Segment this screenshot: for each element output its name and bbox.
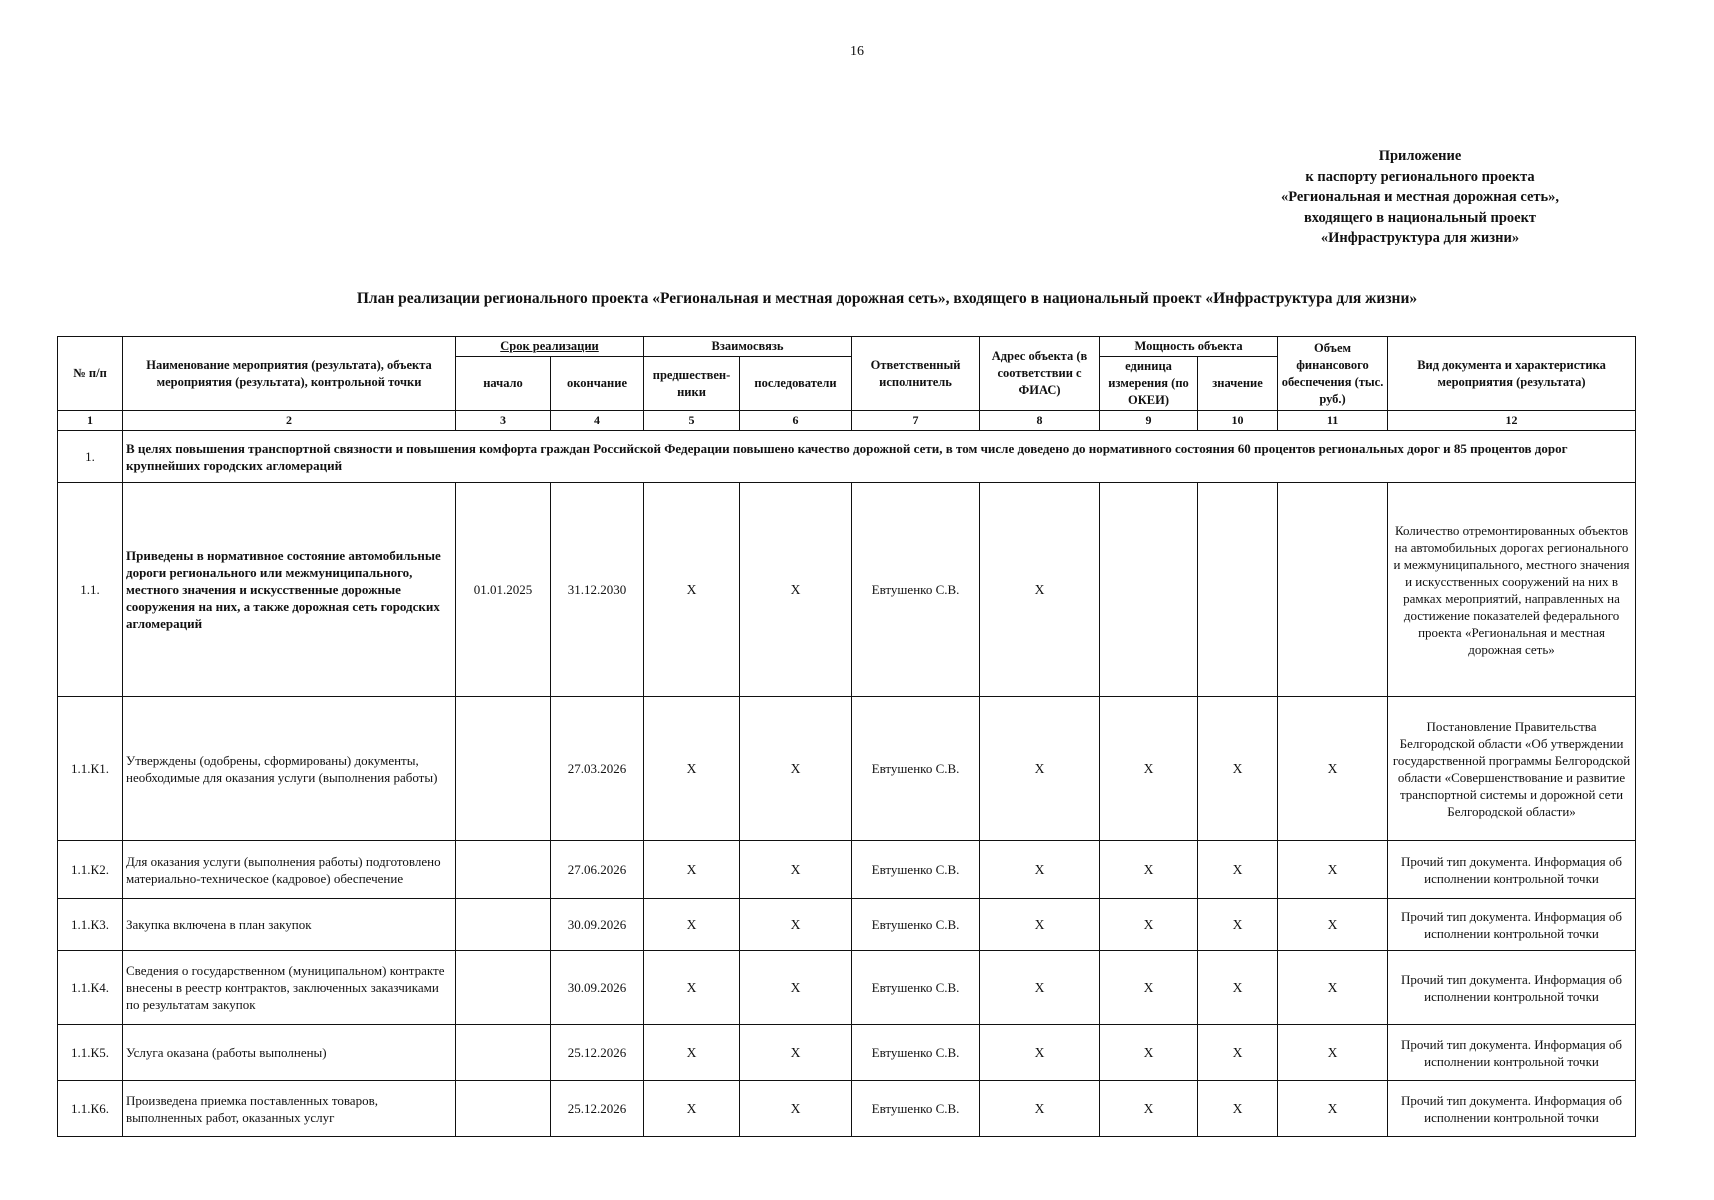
appendix-line: «Региональная и местная дорожная сеть», xyxy=(1280,189,1560,205)
row-name: Для оказания услуги (выполнения работы) подготовлено материально-техническое (кадровое) обеспечение xyxy=(123,841,456,899)
row-unit: X xyxy=(1100,697,1198,841)
row-doc: Прочий тип документа. Информация об исполнении контрольной точки xyxy=(1388,1081,1636,1137)
row-unit xyxy=(1100,483,1198,697)
row-predecessors: X xyxy=(644,841,740,899)
row-address: X xyxy=(980,899,1100,951)
row-address: X xyxy=(980,1081,1100,1137)
row-funding: X xyxy=(1278,1081,1388,1137)
row-doc: Прочий тип документа. Информация об исполнении контрольной точки xyxy=(1388,951,1636,1025)
row-num: 1.1.К5. xyxy=(58,1025,123,1081)
column-number: 5 xyxy=(644,411,740,431)
row-num: 1.1.К6. xyxy=(58,1081,123,1137)
row-predecessors: X xyxy=(644,899,740,951)
row-end: 31.12.2030 xyxy=(551,483,644,697)
table-row xyxy=(58,483,1636,697)
row-value xyxy=(1198,483,1278,697)
row-name: Произведена приемка поставленных товаров, выполненных работ, оказанных услуг xyxy=(123,1081,456,1137)
row-unit: X xyxy=(1100,841,1198,899)
row-start: 01.01.2025 xyxy=(456,483,551,697)
plan-table xyxy=(57,336,1636,1137)
table-row xyxy=(58,899,1636,951)
column-number: 2 xyxy=(123,411,456,431)
row-predecessors: X xyxy=(644,483,740,697)
header-successors: последователи xyxy=(740,357,852,411)
row-doc: Прочий тип документа. Информация об исполнении контрольной точки xyxy=(1388,1025,1636,1081)
header-num: № п/п xyxy=(58,337,123,411)
row-name: Закупка включена в план закупок xyxy=(123,899,456,951)
row-successors: X xyxy=(740,951,852,1025)
row-value: X xyxy=(1198,951,1278,1025)
row-value: X xyxy=(1198,841,1278,899)
row-name: Сведения о государственном (муниципальном) контракте внесены в реестр контрактов, заключенных заказчиками по результатам закупок xyxy=(123,951,456,1025)
row-funding: X xyxy=(1278,697,1388,841)
row-value: X xyxy=(1198,1025,1278,1081)
row-funding: X xyxy=(1278,841,1388,899)
row-address: X xyxy=(980,951,1100,1025)
row-start xyxy=(456,1081,551,1137)
table-row xyxy=(58,1025,1636,1081)
row-predecessors: X xyxy=(644,1025,740,1081)
row-address: X xyxy=(980,1025,1100,1081)
row-start xyxy=(456,951,551,1025)
header-row-top xyxy=(58,337,1636,357)
page-number: 16 xyxy=(850,44,864,59)
table-row xyxy=(58,841,1636,899)
appendix-line: к паспорту регионального проекта xyxy=(1305,168,1535,185)
row-start xyxy=(456,841,551,899)
header-address: Адрес объекта (в соответствии с ФИАС) xyxy=(980,337,1100,411)
table-row xyxy=(58,951,1636,1025)
header-name: Наименование мероприятия (результата), объекта мероприятия (результата), контрольной точки xyxy=(123,337,456,411)
header-start: начало xyxy=(456,357,551,411)
row-responsible: Евтушенко С.В. xyxy=(852,697,980,841)
row-end: 30.09.2026 xyxy=(551,899,644,951)
row-num: 1.1.К2. xyxy=(58,841,123,899)
column-number: 9 xyxy=(1100,411,1198,431)
row-successors: X xyxy=(740,841,852,899)
row-doc: Количество отремонтированных объектов на автомобильных дорогах регионального и межмуниципального, местного значения и искусственных сооружений на них в рамках мероприятий, направленных на достижение показателей федерального проекта «Региональная и местная дорожная сеть» xyxy=(1388,483,1636,697)
header-funding: Объем финансового обеспечения (тыс. руб.) xyxy=(1278,337,1388,411)
row-successors: X xyxy=(740,899,852,951)
row-predecessors: X xyxy=(644,697,740,841)
row-end: 25.12.2026 xyxy=(551,1025,644,1081)
row-num: 1.1.К3. xyxy=(58,899,123,951)
column-number: 12 xyxy=(1388,411,1636,431)
header-responsible: Ответственный исполнитель xyxy=(852,337,980,411)
row-predecessors: X xyxy=(644,951,740,1025)
section-text: В целях повышения транспортной связности и повышения комфорта граждан Российской Федерации повышено качество дорожной сети, в том числе доведено до нормативного состояния 60 процентов региональных дорог и 85 процентов дорог крупнейших городских агломераций xyxy=(123,431,1636,483)
header-doc-type: Вид документа и характеристика мероприятия (результата) xyxy=(1388,337,1636,411)
header-capacity: Мощность объекта xyxy=(1100,337,1278,357)
header-predecessors: предшествен-ники xyxy=(644,357,740,411)
section-row xyxy=(58,431,1636,483)
row-end: 25.12.2026 xyxy=(551,1081,644,1137)
header-relation: Взаимосвязь xyxy=(644,337,852,357)
table-row xyxy=(58,697,1636,841)
row-end: 27.03.2026 xyxy=(551,697,644,841)
row-unit: X xyxy=(1100,951,1198,1025)
row-unit: X xyxy=(1100,1025,1198,1081)
row-doc: Прочий тип документа. Информация об исполнении контрольной точки xyxy=(1388,899,1636,951)
row-funding: X xyxy=(1278,899,1388,951)
row-funding: X xyxy=(1278,951,1388,1025)
plan-title: План реализации регионального проекта «Региональная и местная дорожная сеть», входящего в национальный проект «Инфраструктура для жизни» xyxy=(356,290,1418,307)
row-responsible: Евтушенко С.В. xyxy=(852,951,980,1025)
row-responsible: Евтушенко С.В. xyxy=(852,841,980,899)
row-responsible: Евтушенко С.В. xyxy=(852,1081,980,1137)
column-number: 6 xyxy=(740,411,852,431)
row-value: X xyxy=(1198,1081,1278,1137)
row-doc: Постановление Правительства Белгородской области «Об утверждении государственной программы Белгородской области «Совершенствование и развитие транспортной системы и дорожной сети Белгородской области» xyxy=(1388,697,1636,841)
row-unit: X xyxy=(1100,899,1198,951)
column-number: 3 xyxy=(456,411,551,431)
row-start xyxy=(456,697,551,841)
table-row xyxy=(58,1081,1636,1137)
row-funding xyxy=(1278,483,1388,697)
section-num: 1. xyxy=(58,431,123,483)
header-end: окончание xyxy=(551,357,644,411)
row-name: Услуга оказана (работы выполнены) xyxy=(123,1025,456,1081)
row-address: X xyxy=(980,841,1100,899)
row-successors: X xyxy=(740,483,852,697)
row-funding: X xyxy=(1278,1025,1388,1081)
row-start xyxy=(456,899,551,951)
row-name: Утверждены (одобрены, сформированы) документы, необходимые для оказания услуги (выполнения работы) xyxy=(123,697,456,841)
row-address: X xyxy=(980,697,1100,841)
row-successors: X xyxy=(740,1081,852,1137)
column-number: 10 xyxy=(1198,411,1278,431)
row-start xyxy=(456,1025,551,1081)
column-number: 8 xyxy=(980,411,1100,431)
row-value: X xyxy=(1198,899,1278,951)
appendix-line: входящего в национальный проект xyxy=(1303,209,1537,226)
column-number: 1 xyxy=(58,411,123,431)
row-responsible: Евтушенко С.В. xyxy=(852,899,980,951)
row-responsible: Евтушенко С.В. xyxy=(852,483,980,697)
column-number: 11 xyxy=(1278,411,1388,431)
row-end: 27.06.2026 xyxy=(551,841,644,899)
row-doc: Прочий тип документа. Информация об исполнении контрольной точки xyxy=(1388,841,1636,899)
header-period: Срок реализации xyxy=(456,337,644,357)
column-number: 4 xyxy=(551,411,644,431)
header-value: значение xyxy=(1198,357,1278,411)
column-number-row xyxy=(58,411,1636,431)
row-value: X xyxy=(1198,697,1278,841)
row-num: 1.1.К1. xyxy=(58,697,123,841)
row-unit: X xyxy=(1100,1081,1198,1137)
column-number: 7 xyxy=(852,411,980,431)
row-name: Приведены в нормативное состояние автомобильные дороги регионального или межмуниципального, местного значения и искусственные дорожные сооружения на них, а также дорожная сеть городских агломераций xyxy=(123,483,456,697)
row-predecessors: X xyxy=(644,1081,740,1137)
appendix-block xyxy=(1150,146,1690,249)
appendix-line: «Инфраструктура для жизни» xyxy=(1320,230,1520,246)
row-end: 30.09.2026 xyxy=(551,951,644,1025)
row-successors: X xyxy=(740,697,852,841)
row-num: 1.1. xyxy=(58,483,123,697)
row-address: X xyxy=(980,483,1100,697)
row-successors: X xyxy=(740,1025,852,1081)
appendix-line: Приложение xyxy=(1378,148,1462,164)
row-num: 1.1.К4. xyxy=(58,951,123,1025)
row-responsible: Евтушенко С.В. xyxy=(852,1025,980,1081)
header-unit: единица измерения (по ОКЕИ) xyxy=(1100,357,1198,411)
